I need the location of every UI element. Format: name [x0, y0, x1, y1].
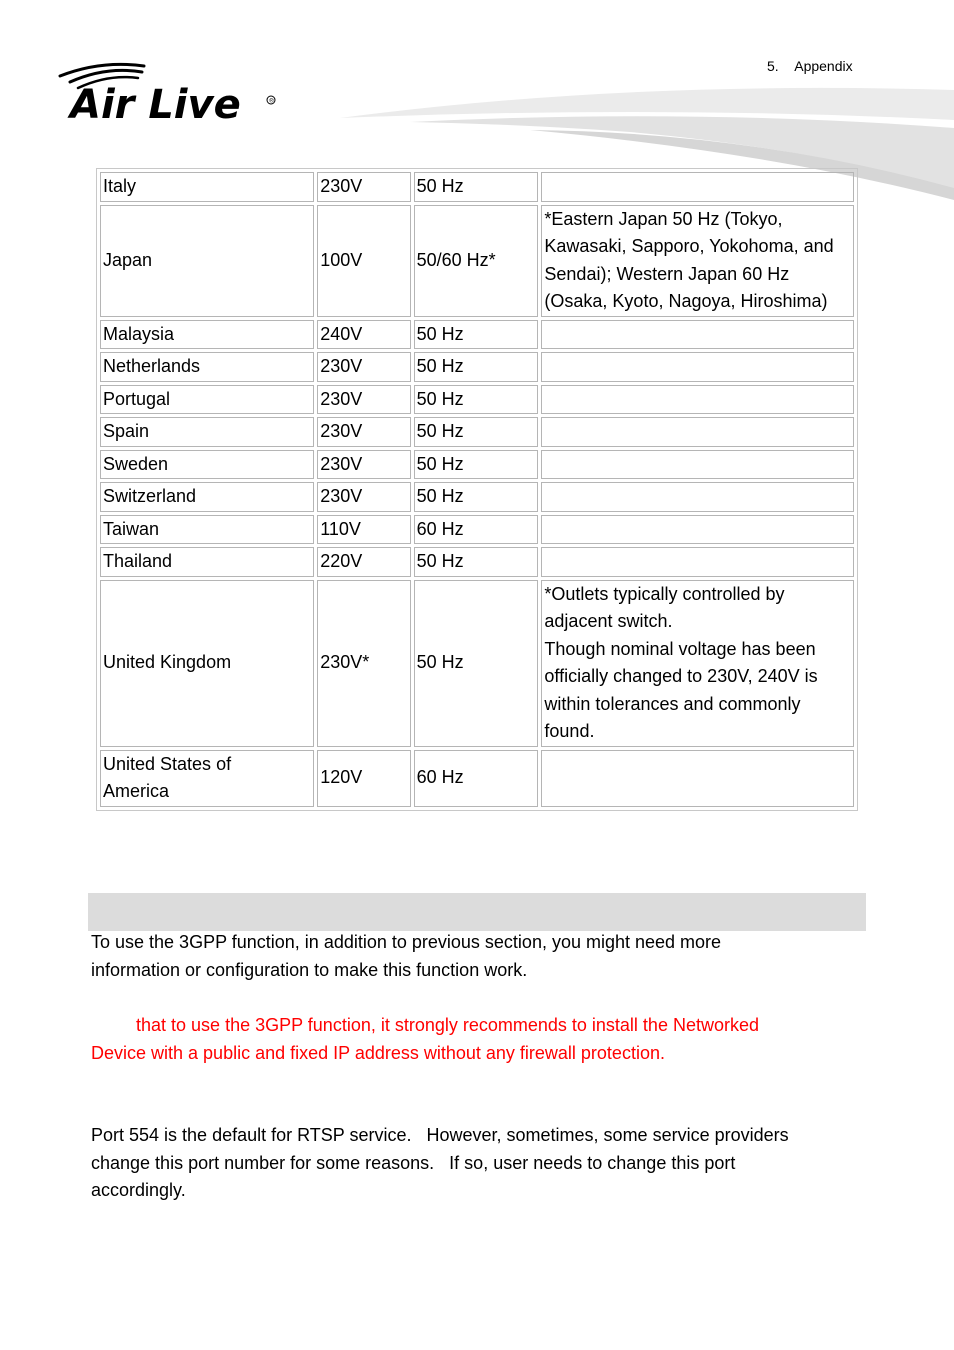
logo-registered-mark: ®	[268, 97, 275, 105]
notes-cell	[541, 482, 854, 512]
country-cell	[100, 320, 314, 350]
country-name: Spain	[103, 421, 150, 441]
country-name: Italy	[103, 176, 137, 196]
country-name: Taiwan	[103, 518, 160, 539]
frequency-cell: 50 Hz	[414, 172, 539, 202]
note-line: *Outlets typically controlled by	[544, 583, 785, 604]
country-name: Sweden	[103, 453, 169, 474]
voltage-cell: 230V	[317, 172, 410, 202]
country-cell	[100, 172, 314, 202]
note-line: Kawasaki, Sapporo, Yokohoma, and	[544, 236, 834, 256]
country-name: Netherlands	[103, 356, 201, 376]
airlive-logo	[56, 60, 286, 130]
country-cell	[100, 205, 314, 317]
voltage-cell: 230V	[317, 450, 410, 480]
country-cell	[100, 515, 314, 545]
intro-line-2: information or configuration to make this function work.	[91, 959, 528, 980]
frequency-cell: 60 Hz	[414, 515, 539, 545]
table-row	[100, 750, 854, 807]
notes-cell	[541, 417, 854, 447]
frequency-cell: 50 Hz	[414, 547, 539, 577]
frequency-cell: 60 Hz	[414, 750, 539, 807]
note-line: within tolerances and commonly	[544, 693, 801, 714]
table-row	[100, 320, 854, 350]
table-row	[100, 547, 854, 577]
warning-line-2: Device with a public and fixed IP address without any firewall protection.	[91, 1042, 665, 1063]
country-cell	[100, 750, 314, 807]
country-cell	[100, 580, 314, 747]
note-line: officially changed to 230V, 240V is	[544, 666, 818, 686]
table-row	[100, 515, 854, 545]
notes-cell	[541, 385, 854, 415]
note-line: Sendai); Western Japan 60 Hz	[544, 263, 790, 284]
notes-cell	[541, 450, 854, 480]
voltage-cell: 230V	[317, 417, 410, 447]
table-row	[100, 417, 854, 447]
frequency-cell: 50 Hz	[414, 385, 539, 415]
voltage-cell: 240V	[317, 320, 410, 350]
voltage-cell: 230V	[317, 352, 410, 382]
country-name: Portugal	[103, 388, 171, 409]
frequency-cell: 50 Hz	[414, 352, 539, 382]
country-cell	[100, 482, 314, 512]
frequency-cell: 50 Hz	[414, 320, 539, 350]
table-row	[100, 450, 854, 480]
notes-cell	[541, 352, 854, 382]
voltage-cell: 230V	[317, 385, 410, 415]
rtsp-line-1: Port 554 is the default for RTSP service. However, sometimes, some service providers	[91, 1125, 789, 1145]
table-row	[100, 205, 854, 317]
notes-cell	[541, 547, 854, 577]
country-name: Thailand	[103, 551, 173, 571]
frequency-cell: 50 Hz	[414, 417, 539, 447]
notes-cell	[541, 172, 854, 202]
notes-cell	[541, 750, 854, 807]
voltage-cell: 220V	[317, 547, 410, 577]
note-line: (Osaka, Kyoto, Nagoya, Hiroshima)	[544, 291, 828, 311]
note-line: *Eastern Japan 50 Hz (Tokyo,	[544, 208, 783, 229]
warning-line-1: that to use the 3GPP function, it strongly recommends to install the Networked	[91, 1015, 759, 1035]
voltage-cell: 100V	[317, 205, 410, 317]
country-name: Japan	[103, 249, 153, 270]
table-row	[100, 482, 854, 512]
rtsp-line-3: accordingly.	[91, 1180, 186, 1200]
country-name: United Kingdom	[103, 652, 232, 673]
table-row	[100, 352, 854, 382]
country-name: America	[103, 781, 170, 801]
voltage-cell: 230V	[317, 482, 410, 512]
note-line: Though nominal voltage has been	[544, 638, 816, 659]
logo-wordmark: Air Live	[70, 82, 241, 128]
table-row	[100, 385, 854, 415]
frequency-cell: 50 Hz	[414, 580, 539, 747]
warning-paragraph	[91, 1012, 881, 1067]
voltage-cell: 230V*	[317, 580, 410, 747]
note-line: found.	[544, 721, 595, 741]
frequency-cell: 50 Hz	[414, 450, 539, 480]
country-name: Malaysia	[103, 323, 175, 344]
country-name: United States of	[103, 753, 232, 774]
notes-cell	[541, 320, 854, 350]
country-cell	[100, 547, 314, 577]
frequency-cell: 50/60 Hz*	[414, 205, 539, 317]
notes-cell	[541, 205, 854, 317]
frequency-cell: 50 Hz	[414, 482, 539, 512]
country-cell	[100, 352, 314, 382]
country-cell	[100, 417, 314, 447]
page-section-label: 5. Appendix	[767, 58, 853, 74]
notes-cell	[541, 515, 854, 545]
country-cell	[100, 450, 314, 480]
intro-paragraph	[91, 929, 881, 984]
voltage-cell: 110V	[317, 515, 410, 545]
intro-line-1: To use the 3GPP function, in addition to previous section, you might need more	[91, 932, 722, 952]
country-name: Switzerland	[103, 486, 197, 506]
section-heading-bar	[88, 893, 866, 931]
table-row	[100, 580, 854, 747]
voltage-cell: 120V	[317, 750, 410, 807]
power-standards-table	[96, 168, 858, 811]
rtsp-port-paragraph	[91, 1122, 881, 1205]
notes-cell	[541, 580, 854, 747]
country-cell	[100, 385, 314, 415]
rtsp-line-2: change this port number for some reasons. If so, user needs to change this port	[91, 1152, 736, 1173]
note-line: adjacent switch.	[544, 611, 673, 631]
table-row	[100, 172, 854, 202]
